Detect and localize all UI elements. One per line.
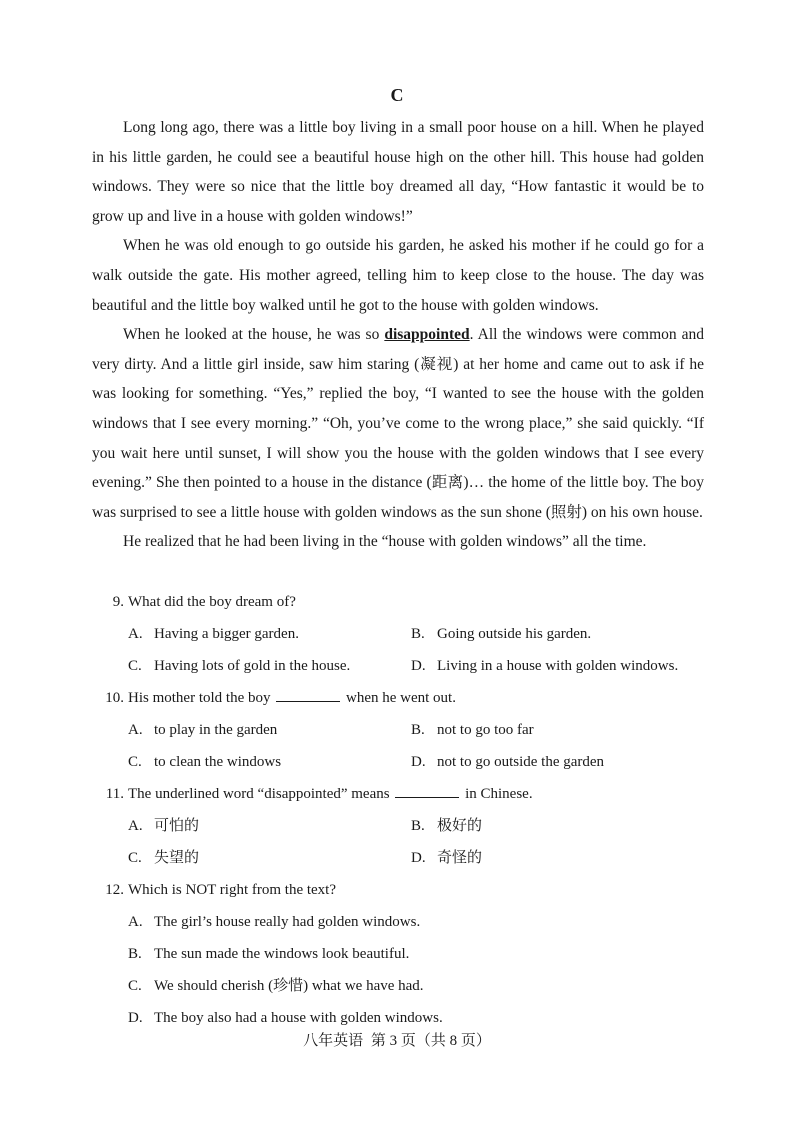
- option-letter: B.: [128, 946, 142, 962]
- answer-blank[interactable]: [395, 783, 459, 798]
- reading-passage: [92, 113, 704, 557]
- option-b[interactable]: [128, 943, 409, 965]
- option-text: Having lots of gold in the house.: [154, 658, 351, 674]
- passage-paragraph-3: [92, 320, 704, 527]
- question-stem: What did the boy dream of?: [128, 594, 296, 610]
- passage-paragraph-3-rest: . All the windows were common and very dirty. And a little girl inside, saw him staring (凝视) at her home and came out to ask if he was looking for something. “Yes,” replied the boy, “I wanted to see the house with the golden windows that I see every morning.” “Oh, you’ve come to the wrong place,” she said quickly. “If you wait here until sunset, I will show you the house with the golden windows that I see every evening.” She then pointed to a house in the distance (距离)… the home of the little boy. The boy was surprised to see a little house with golden windows as the sun shone (照射) on his own house.: [92, 326, 704, 521]
- option-a[interactable]: [128, 815, 199, 837]
- option-a[interactable]: [128, 719, 277, 741]
- option-letter: C.: [128, 850, 142, 866]
- option-d[interactable]: [411, 655, 678, 677]
- option-c[interactable]: [128, 847, 199, 869]
- option-letter: D.: [128, 1010, 143, 1026]
- option-letter: D.: [411, 658, 426, 674]
- option-b[interactable]: [411, 623, 591, 645]
- option-letter: C.: [128, 754, 142, 770]
- option-d[interactable]: [128, 1007, 443, 1029]
- option-letter: A.: [128, 914, 143, 930]
- option-text: Going outside his garden.: [437, 626, 592, 642]
- option-letter: A.: [128, 626, 143, 642]
- footer-page-number: 第 3 页（共 8 页）: [370, 1033, 491, 1049]
- option-text: The boy also had a house with golden windows.: [154, 1010, 443, 1026]
- option-a[interactable]: [128, 911, 420, 933]
- stem-start: The underlined word “disappointed” means: [128, 786, 390, 802]
- stem-end: in Chinese.: [465, 786, 533, 802]
- option-c[interactable]: [128, 975, 424, 997]
- option-text: to clean the windows: [154, 754, 282, 770]
- option-text: 极好的: [437, 818, 483, 834]
- section-title: C: [390, 85, 404, 105]
- option-c[interactable]: [128, 655, 350, 677]
- option-text: Having a bigger garden.: [154, 626, 299, 642]
- option-letter: B.: [411, 818, 425, 834]
- answer-blank[interactable]: [276, 687, 340, 702]
- option-d[interactable]: [411, 847, 482, 869]
- option-letter: D.: [411, 754, 426, 770]
- option-letter: B.: [411, 626, 425, 642]
- stem-end: when he went out.: [346, 690, 456, 706]
- footer-subject: 八年英语: [303, 1033, 364, 1049]
- question-number: 11.: [105, 786, 124, 802]
- option-letter: B.: [411, 722, 425, 738]
- option-text: We should cherish (珍惜) what we have had.: [154, 978, 424, 994]
- option-letter: A.: [128, 818, 143, 834]
- question-number: 10.: [105, 690, 124, 706]
- option-b[interactable]: [411, 815, 482, 837]
- underlined-word: disappointed: [384, 326, 470, 344]
- option-letter: C.: [128, 978, 142, 994]
- option-text: to play in the garden: [154, 722, 278, 738]
- option-text: 可怕的: [154, 818, 200, 834]
- option-text: Living in a house with golden windows.: [437, 658, 679, 674]
- option-letter: C.: [128, 658, 142, 674]
- passage-paragraph-3-start: When he looked at the house, he was so: [123, 326, 385, 344]
- option-d[interactable]: [411, 751, 604, 773]
- passage-paragraph-1: Long long ago, there was a little boy living in a small poor house on a hill. When he played in his little garden, he could see a beautiful house high on the other hill. This house had golden windows. They were so nice that the little boy dreamed all day, “How fantastic it would be to grow up and live in a house with golden windows!”: [92, 119, 704, 225]
- option-text: The girl’s house really had golden windows.: [154, 914, 421, 930]
- question-number: 9.: [112, 594, 124, 610]
- option-c[interactable]: [128, 751, 281, 773]
- question-stem: [128, 783, 533, 805]
- option-text: The sun made the windows look beautiful.: [154, 946, 410, 962]
- option-text: not to go too far: [437, 722, 534, 738]
- option-letter: A.: [128, 722, 143, 738]
- passage-paragraph-2: When he was old enough to go outside his garden, he asked his mother if he could go for a walk outside the gate. His mother agreed, telling him to keep close to the house. The day was beautiful and the little boy walked until he got to the house with golden windows.: [92, 237, 704, 314]
- option-text: not to go outside the garden: [437, 754, 605, 770]
- option-text: 失望的: [154, 850, 200, 866]
- option-b[interactable]: [411, 719, 534, 741]
- page-footer: [0, 1030, 794, 1052]
- option-letter: D.: [411, 850, 426, 866]
- stem-start: His mother told the boy: [128, 690, 271, 706]
- question-stem: Which is NOT right from the text?: [128, 882, 337, 898]
- option-text: 奇怪的: [437, 850, 483, 866]
- question-number: 12.: [105, 882, 124, 898]
- passage-paragraph-4: He realized that he had been living in the “house with golden windows” all the time.: [123, 533, 647, 551]
- option-a[interactable]: [128, 623, 299, 645]
- question-stem: [128, 687, 456, 709]
